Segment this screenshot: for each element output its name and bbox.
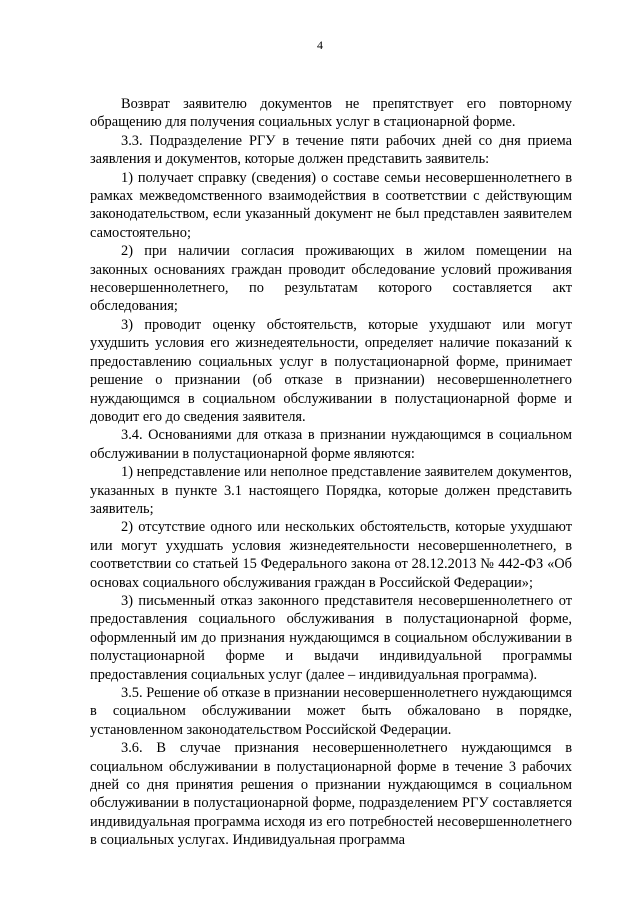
paragraph-3-4-item-1: 1) непредставление или неполное представление заявителем документов, указанных в пункте 3.1 настоящего Порядка, которые должен представить заявитель; [90, 464, 572, 517]
paragraph-3-3-item-2: 2) при наличии согласия проживающих в жилом помещении на законных основаниях граждан проводит обследование условий проживания несовершеннолетнего, по результатам которого составляется акт обследования; [90, 243, 572, 315]
paragraph-3-4: 3.4. Основаниями для отказа в признании нуждающимся в социальном обслуживании в полустационарной форме являются: [90, 427, 572, 462]
paragraph-3-3-item-3: 3) проводит оценку обстоятельств, которые ухудшают или могут ухудшить условия его жизнедеятельности, определяет наличие показаний к предоставлению социальных услуг в полустационарной форме, принимает решение о признании (об отказе в признании) несовершеннолетнего нуждающимся в социальном обслуживании в полустационарной форме и доводит его до сведения заявителя. [90, 316, 572, 425]
paragraph-3-5: 3.5. Решение об отказе в признании несовершеннолетнего нуждающимся в социальном обслуживании может быть обжаловано в порядке, установленном законодательством Российской Федерации. [90, 685, 572, 738]
document-body [90, 95, 572, 850]
paragraph-3-4-item-3: 3) письменный отказ законного представителя несовершеннолетнего от предоставления социального обслуживания в полустационарной форме, оформленный им до признания нуждающимся в социальном обслуживании в полустационарной форме и выдачи индивидуальной программы предоставления социальных услуг (далее – индивидуальная программа). [90, 592, 572, 683]
page-number: 4 [317, 38, 323, 52]
paragraph-return-of-documents: Возврат заявителю документов не препятствует его повторному обращению для получения социальных услуг в стационарной форме. [90, 96, 572, 131]
paragraph-3-6: 3.6. В случае признания несовершеннолетнего нуждающимся в социальном обслуживании в полустационарной форме в течение 3 рабочих дней со дня принятия решения о признании нуждающимся в социальном обслуживании в полустационарной форме, подразделением РГУ составляется индивидуальная программа исходя из его потребностей несовершеннолетнего в социальных услугах. Индивидуальная программа [90, 740, 572, 849]
paragraph-3-4-item-2: 2) отсутствие одного или нескольких обстоятельств, которые ухудшают или могут ухудшать условия жизнедеятельности несовершеннолетнего, в соответствии со статьей 15 Федерального закона от 28.12.2013 № 442-ФЗ «Об основах социального обслуживания граждан в Российской Федерации»; [90, 519, 572, 591]
paragraph-3-3: 3.3. Подразделение РГУ в течение пяти рабочих дней со дня приема заявления и документов, которые должен представить заявитель: [90, 132, 572, 168]
paragraph-3-3-item-1: 1) получает справку (сведения) о составе семьи несовершеннолетнего в рамках межведомственного взаимодействия в соответствии с действующим законодательством, если указанный документ не был представлен заявителем самостоятельно; [90, 169, 572, 241]
